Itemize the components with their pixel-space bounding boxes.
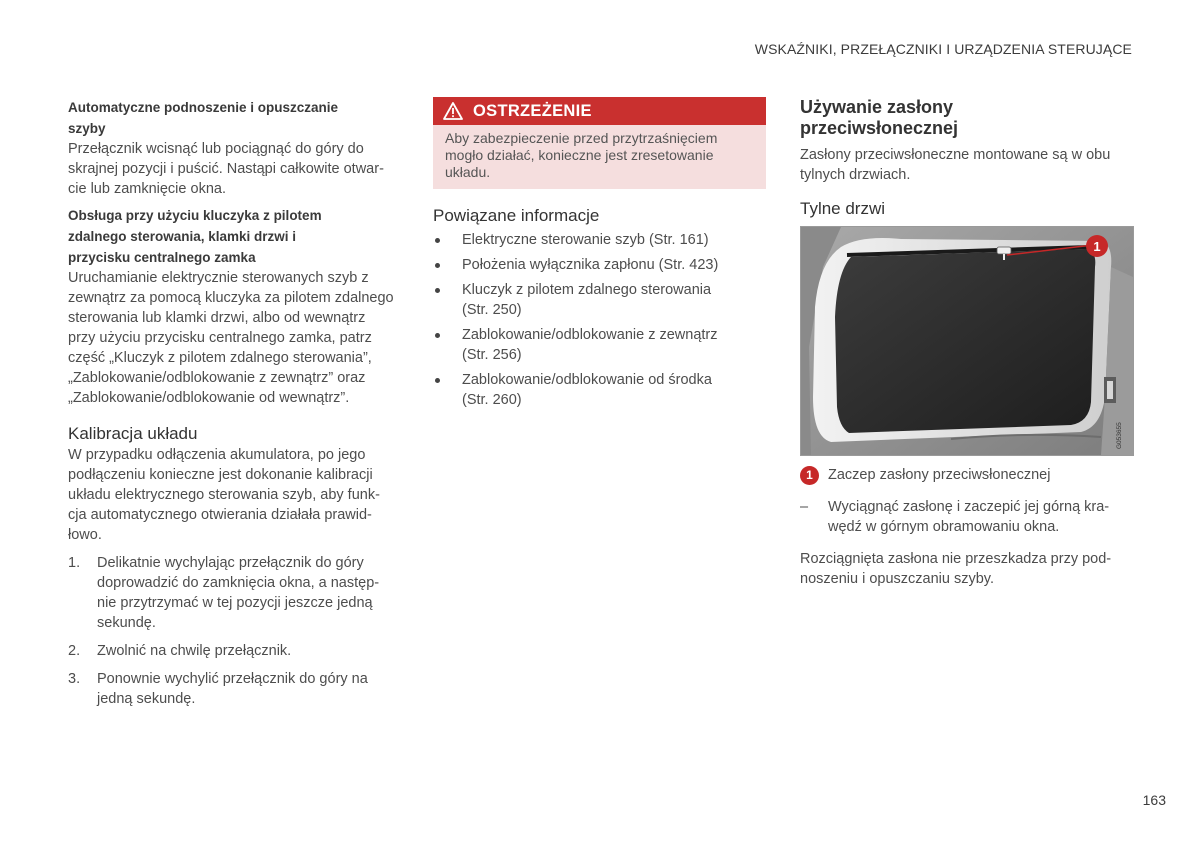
bullet-icon bbox=[435, 333, 440, 338]
warning-box bbox=[433, 97, 766, 189]
dash-icon: – bbox=[800, 499, 809, 515]
bullet-icon bbox=[435, 263, 440, 268]
page-number: 163 bbox=[1142, 792, 1166, 808]
callout-legend bbox=[800, 465, 1134, 485]
warning-body: Aby zabezpieczenie przed przytrzaśnięciem mogło działać, konieczne jest zresetowanie układu. bbox=[433, 125, 766, 189]
auto-section-body: Przełącznik wcisnąć lub pociągnąć do góry do skrajnej pozycji i puścić. Nastąpi całkowite otwar- cie lub zamknięcie okna. bbox=[68, 141, 384, 197]
auto-section-heading: Automatyczne podnoszenie i opuszczanie szyby bbox=[68, 100, 339, 136]
calibration-heading: Kalibracja układu bbox=[68, 424, 198, 443]
related-link-item[interactable]: Zablokowanie/odblokowanie od środka (Str. 260) bbox=[433, 370, 766, 410]
related-link-item[interactable]: Położenia wyłącznika zapłonu (Str. 423) bbox=[433, 255, 766, 275]
bullet-icon bbox=[435, 238, 440, 243]
right-column bbox=[800, 97, 1134, 589]
rear-doors-heading: Tylne drzwi bbox=[800, 199, 886, 218]
step-item: 3. Ponownie wychylić przełącznik do góry na jedną sekundę. bbox=[68, 671, 368, 707]
running-header: WSKAŹNIKI, PRZEŁĄCZNIKI I URZĄDZENIA STERUJĄCE bbox=[754, 41, 1132, 57]
related-link-item[interactable]: Kluczyk z pilotem zdalnego sterowania (Str. 250) bbox=[433, 280, 766, 320]
warning-triangle-icon bbox=[433, 102, 473, 120]
left-column bbox=[68, 97, 403, 717]
related-link-item[interactable]: Elektryczne sterowanie szyb (Str. 161) bbox=[433, 230, 766, 250]
related-link-item[interactable]: Zablokowanie/odblokowanie z zewnątrz (Str. 256) bbox=[433, 325, 766, 365]
instruction-item: – Wyciągnąć zasłonę i zaczepić jej górną kra- wędź w górnym obramowaniu okna. bbox=[800, 499, 1110, 535]
callout-label: Zaczep zasłony przeciwsłonecznej bbox=[828, 467, 1051, 483]
sunshade-outro: Rozciągnięta zasłona nie przeszkadza przy pod- noszeniu i opuszczaniu szyby. bbox=[800, 551, 1112, 587]
bullet-icon bbox=[435, 378, 440, 383]
sunshade-illustration bbox=[800, 226, 1134, 456]
bullet-icon bbox=[435, 288, 440, 293]
middle-column bbox=[433, 97, 766, 415]
step-item: 2. Zwolnić na chwilę przełącznik. bbox=[68, 643, 292, 659]
sunshade-heading: Używanie zasłony przeciwsłonecznej bbox=[800, 97, 959, 138]
figure-callout-number: 1 bbox=[1093, 239, 1101, 254]
related-info-list bbox=[433, 230, 766, 410]
warning-title: OSTRZEŻENIE bbox=[473, 101, 592, 120]
calibration-steps bbox=[68, 553, 403, 709]
calibration-body: W przypadku odłączenia akumulatora, po jego podłączeniu konieczne jest dokonanie kalibracji układu elektrycznego sterowania szyb, aby funk- cja automatycznego otwierania działała prawid- łowo. bbox=[68, 447, 380, 543]
remote-section-heading: Obsługa przy użyciu kluczyka z pilotem zdalnego sterowania, klamki drzwi i przycisku centralnego zamka bbox=[68, 208, 322, 265]
related-info-heading: Powiązane informacje bbox=[433, 206, 600, 225]
step-item: 1. Delikatnie wychylając przełącznik do góry doprowadzić do zamknięcia okna, a następ- nie przytrzymać w tej pozycji jeszcze jedną sekundę. bbox=[68, 555, 380, 631]
sunshade-intro: Zasłony przeciwsłoneczne montowane są w obu tylnych drzwiach. bbox=[800, 147, 1111, 183]
figure-code: G053655 bbox=[1116, 422, 1123, 449]
callout-number-badge: 1 bbox=[800, 466, 819, 485]
warning-header bbox=[433, 97, 766, 125]
remote-section-body: Uruchamianie elektrycznie sterowanych szyb z zewnątrz za pomocą kluczyka za pilotem zdalnego sterowania lub klamki drzwi, albo od wewnątrz przy użyciu przycisku centralnego zamka, patrz część „Kluczyk z pilotem zdalnego sterowania”, „Zablokowanie/odblokowanie z zewnątrz” oraz „Zablokowanie/odblokowanie od wewnątrz”. bbox=[68, 270, 394, 406]
